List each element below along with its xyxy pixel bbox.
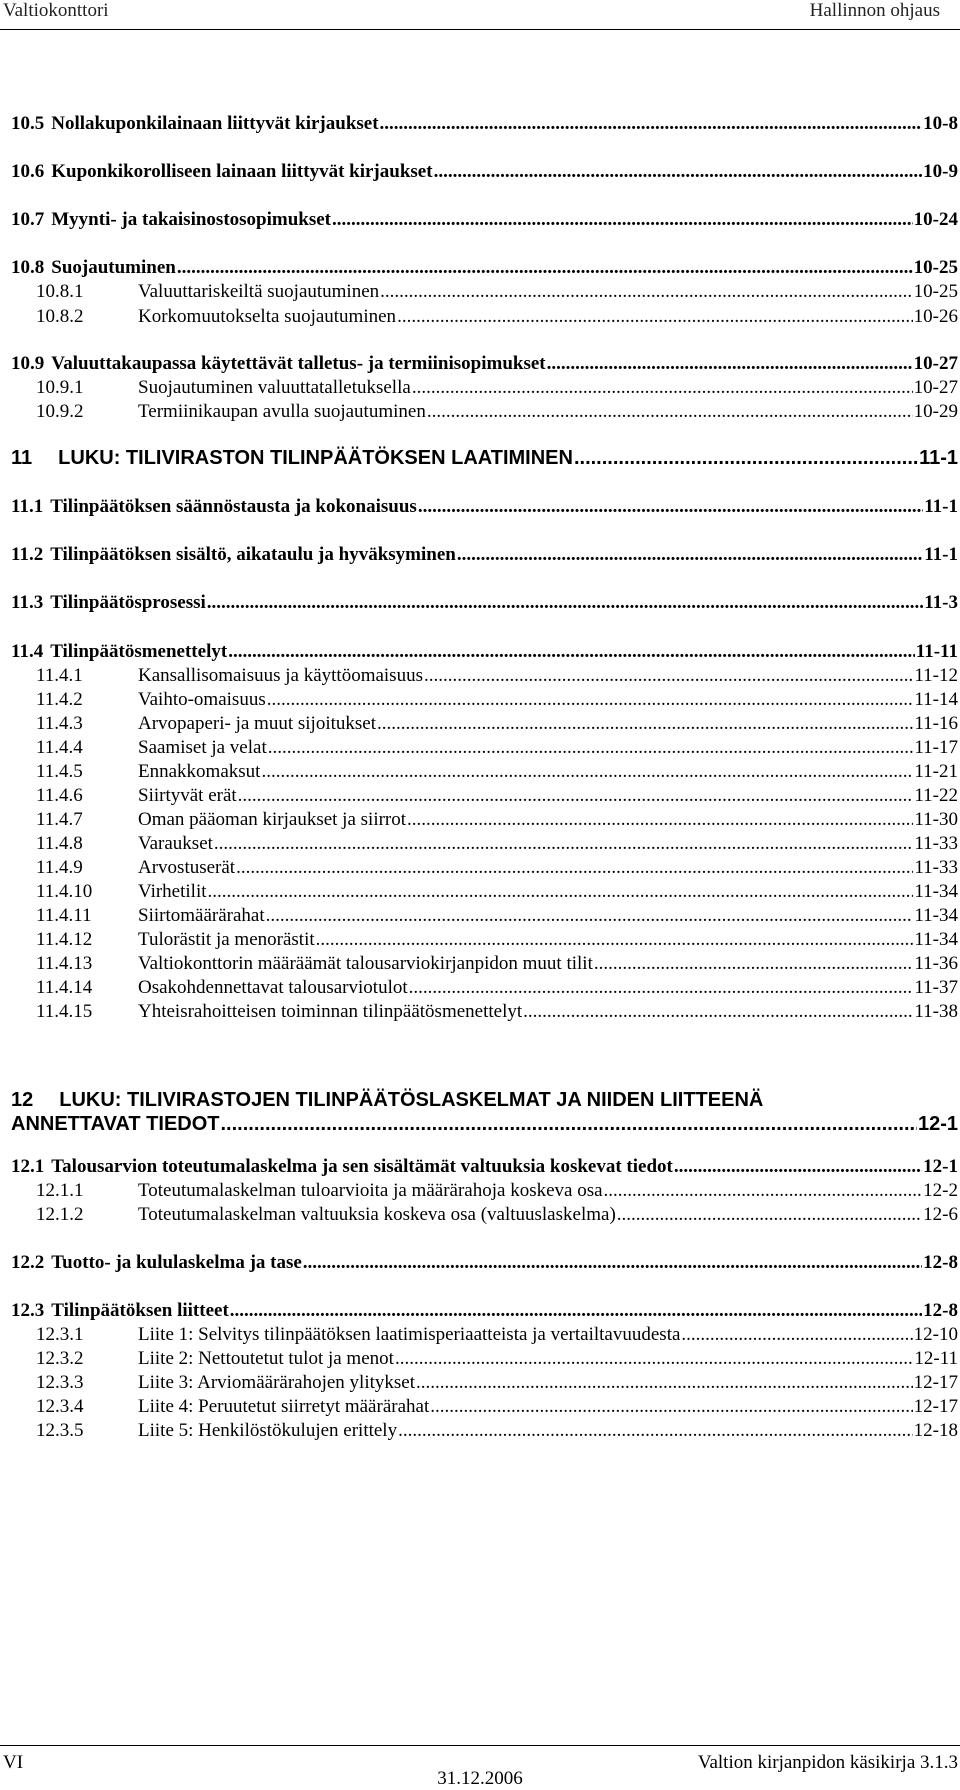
toc-entry[interactable] (11, 1251, 958, 1275)
toc-leader-dots (424, 664, 913, 688)
toc-chapter-12-title-line2: ANNETTAVAT TIEDOT (11, 1113, 220, 1135)
toc-entry-title: Valuuttakaupassa käytettävät talletus- ja termiinisopimukset (51, 353, 546, 374)
toc-entry-title: Liite 4: Peruutetut siirretyt määrärahat (138, 1396, 430, 1417)
toc-entry[interactable] (11, 160, 958, 184)
toc-entry-page: 11-16 (914, 713, 958, 734)
toc-leader-dots (380, 280, 913, 304)
toc-entry-title: LUKU: TILIVIRASTON TILINPÄÄTÖKSEN LAATIMINEN (58, 447, 573, 469)
toc-entry-number: 12.2 (11, 1252, 45, 1273)
toc-entry[interactable] (11, 112, 958, 136)
toc-entry-title: Valuuttariskeiltä suojautuminen (138, 281, 380, 302)
toc-chapter-12[interactable] (11, 1088, 958, 1112)
toc-entry-title: Liite 3: Arviomäärärahojen ylitykset (138, 1372, 416, 1393)
toc-leader-dots (594, 952, 914, 976)
toc-entry-title: Toteutumalaskelman tuloarvioita ja määrärahoja koskeva osa (138, 1180, 603, 1201)
toc-entry-number: 11.3 (11, 592, 44, 613)
toc-chapter-12-number: 12 (11, 1089, 34, 1111)
toc-entry-number: 10.6 (11, 161, 45, 182)
toc-entry[interactable] (11, 591, 958, 615)
toc-entry[interactable] (11, 543, 958, 567)
toc-leader-dots (430, 1395, 912, 1419)
toc-entry-number: 11.4.13 (36, 953, 93, 974)
toc-entry-number: 12.3.2 (36, 1348, 84, 1369)
toc-entry-number: 10.8 (11, 257, 45, 278)
toc-leader-dots (407, 808, 913, 832)
toc-entry-page: 11-34 (914, 881, 958, 902)
toc-entry[interactable] (36, 376, 958, 400)
toc-entry[interactable] (36, 1395, 958, 1419)
toc-entry[interactable] (11, 640, 958, 664)
toc-entry-page: 10-27 (913, 377, 958, 398)
toc-entry-number: 11.4.9 (36, 857, 83, 878)
toc-entry[interactable] (36, 664, 958, 688)
toc-entry-number: 11.4.15 (36, 1001, 93, 1022)
toc-entry-title: Kuponkikorolliseen lainaan liittyvät kirjaukset (51, 161, 433, 182)
toc-entry-page: 12-1 (923, 1156, 958, 1177)
toc-entry-title: Toteutumalaskelman valtuuksia koskeva osa (valtuuslaskelma) (138, 1204, 616, 1225)
toc-leader-dots (418, 495, 923, 519)
toc-leader-dots (177, 256, 913, 280)
toc-entry-number: 11.4.1 (36, 665, 83, 686)
toc-entry-page: 10-24 (913, 209, 958, 230)
toc-entry[interactable] (36, 1323, 958, 1347)
toc-entry-title: Termiinikaupan avulla suojautuminen (138, 401, 426, 422)
toc-entry-title: Kansallisomaisuus ja käyttöomaisuus (138, 665, 423, 686)
toc-entry-page: 11-22 (914, 785, 958, 806)
toc-entry-page: 10-29 (913, 401, 958, 422)
toc-leader-dots (574, 446, 918, 470)
toc-entry[interactable] (36, 712, 958, 736)
toc-entry[interactable] (11, 208, 958, 232)
toc-entry-title: Korkomuutokselta suojautuminen (138, 306, 397, 327)
toc-entry-title: Liite 1: Selvitys tilinpäätöksen laatimisperiaatteista ja vertailtavuudesta (138, 1324, 681, 1345)
toc-entry[interactable] (11, 1155, 958, 1179)
toc-entry-number: 11.4.2 (36, 689, 83, 710)
toc-entry[interactable] (36, 832, 958, 856)
toc-entry[interactable] (11, 1299, 958, 1323)
toc-entry[interactable] (36, 856, 958, 880)
toc-leader-dots (377, 712, 913, 736)
toc-entry[interactable] (11, 446, 958, 470)
toc-entry-title: Osakohdennettavat talousarviotulot (138, 977, 408, 998)
toc-entry-title: Liite 5: Henkilöstökulujen erittely (138, 1420, 398, 1441)
toc-entry[interactable] (36, 305, 958, 329)
toc-entry-title: Tilinpäätösprosessi (50, 592, 206, 613)
toc-entry[interactable] (36, 976, 958, 1000)
toc-entry-title: Tilinpäätöksen sisältö, aikataulu ja hyväksyminen (50, 544, 456, 565)
footer-page-number: VI (3, 1752, 24, 1773)
toc-entry-number: 11.4.4 (36, 737, 83, 758)
toc-entry-title: Ennakkomaksut (138, 761, 261, 782)
toc-entry[interactable] (36, 1419, 958, 1443)
toc-leader-dots (303, 1251, 922, 1275)
toc-entry-number: 10.7 (11, 209, 45, 230)
toc-entry-number: 11.4.12 (36, 929, 93, 950)
toc-entry-number: 11.4.6 (36, 785, 83, 806)
toc-entry-page: 11-21 (914, 761, 958, 782)
page-footer (0, 1745, 960, 1788)
toc-entry-number: 12.1.2 (36, 1204, 84, 1225)
toc-entry[interactable] (36, 1371, 958, 1395)
toc-leader-dots (398, 1419, 913, 1443)
toc-leader-dots (332, 208, 913, 232)
toc-entry-title: Oman pääoman kirjaukset ja siirrot (138, 809, 407, 830)
toc-leader-dots (266, 904, 914, 928)
toc-leader-dots (230, 1299, 922, 1323)
toc-entry-title: Varaukset (138, 833, 213, 854)
toc-entry[interactable] (36, 808, 958, 832)
toc-entry-title: Talousarvion toteutumalaskelma ja sen sisältämät valtuuksia koskevat tiedot (51, 1156, 673, 1177)
toc-entry-number: 11.4.7 (36, 809, 83, 830)
toc-entry[interactable] (36, 688, 958, 712)
toc-entry-title: Arvostuserät (138, 857, 236, 878)
toc-entry-title: Suojautuminen valuuttatalletuksella (138, 377, 411, 398)
toc-entry-page: 11-12 (914, 665, 958, 686)
toc-entry-number: 12.3 (11, 1300, 45, 1321)
toc-entry-page: 10-8 (923, 113, 958, 134)
footer-date: 31.12.2006 (437, 1768, 523, 1789)
toc-entry[interactable] (11, 256, 958, 280)
toc-entry-number: 10.9.1 (36, 377, 84, 398)
toc-leader-dots (208, 880, 914, 904)
toc-entry[interactable] (36, 1000, 958, 1024)
toc-leader-dots (380, 112, 923, 136)
toc-entry-page: 11-11 (915, 641, 958, 662)
toc-entry-page: 11-14 (914, 689, 958, 710)
toc-entry-title: Nollakuponkilainaan liittyvät kirjaukset (51, 113, 379, 134)
toc-entry-page: 12-18 (913, 1420, 958, 1441)
toc-entry-title: Vaihto-omaisuus (138, 689, 266, 710)
toc-entry-title: Myynti- ja takaisinostosopimukset (51, 209, 331, 230)
toc-entry[interactable] (36, 1347, 958, 1371)
toc-entry-title: Tilinpäätösmenettelyt (50, 641, 228, 662)
toc-entry-number: 11.4.14 (36, 977, 93, 998)
toc-leader-dots (397, 305, 913, 329)
toc-entry-page: 12-17 (913, 1396, 958, 1417)
toc-entry-page: 11-33 (914, 833, 958, 854)
toc-entry[interactable] (36, 400, 958, 424)
toc-entry[interactable] (36, 952, 958, 976)
toc-entry-page: 11-1 (924, 496, 958, 517)
toc-entry-title: Siirtomäärärahat (138, 905, 265, 926)
toc-entry[interactable] (36, 928, 958, 952)
toc-entry-title: Arvopaperi- ja muut sijoitukset (138, 713, 376, 734)
toc-entry-number: 12.3.1 (36, 1324, 84, 1345)
toc-entry-page: 11-30 (914, 809, 958, 830)
toc-entry-number: 11.4.8 (36, 833, 83, 854)
toc-leader-dots (457, 543, 923, 567)
toc-leader-dots (221, 1112, 917, 1136)
toc-entry-page: 11-37 (914, 977, 958, 998)
toc-entry-number: 12.1 (11, 1156, 45, 1177)
toc-leader-dots (427, 400, 913, 424)
toc-entry-title: Tuotto- ja kululaskelma ja tase (51, 1252, 302, 1273)
toc-leader-dots (261, 760, 913, 784)
toc-entry-page: 10-9 (923, 161, 958, 182)
toc-entry-page: 12-10 (913, 1324, 958, 1345)
header-section: Hallinnon ohjaus (809, 0, 940, 21)
toc-entry-number: 10.8.1 (36, 281, 84, 302)
toc-leader-dots (416, 1371, 913, 1395)
toc-entry[interactable] (36, 784, 958, 808)
toc-entry-number: 10.8.2 (36, 306, 84, 327)
toc-leader-dots (316, 928, 914, 952)
toc-entry-number: 11.1 (11, 496, 44, 517)
toc-entry-number: 11.4 (11, 641, 44, 662)
toc-entry-page: 11-34 (914, 929, 958, 950)
toc-leader-dots (523, 1000, 913, 1024)
toc-entry-title: Saamiset ja velat (138, 737, 267, 758)
toc-entry-page: 10-26 (913, 306, 958, 327)
toc-entry-page: 12-11 (914, 1348, 958, 1369)
toc-leader-dots (434, 160, 923, 184)
toc-entry-number: 12.3.4 (36, 1396, 84, 1417)
toc-chapter-12-line2[interactable] (11, 1112, 958, 1136)
toc-entry-number: 11.4.3 (36, 713, 83, 734)
toc-entry-title: Yhteisrahoitteisen toiminnan tilinpäätösmenettelyt (138, 1001, 523, 1022)
toc-leader-dots (617, 1203, 922, 1227)
toc-leader-dots (268, 736, 914, 760)
toc-entry-number: 10.9 (11, 353, 45, 374)
toc-entry-title: Liite 2: Nettoutetut tulot ja menot (138, 1348, 394, 1369)
toc-chapter-12-title-line1: LUKU: TILIVIRASTOJEN TILINPÄÄTÖSLASKELMAT JA NIIDEN LIITTEENÄ (59, 1089, 764, 1111)
toc-entry-number: 11 (11, 447, 33, 469)
toc-entry[interactable] (36, 1179, 958, 1203)
toc-entry-number: 10.5 (11, 113, 45, 134)
toc-entry-page: 11-17 (914, 737, 958, 758)
toc-entry[interactable] (36, 760, 958, 784)
toc-entry-title: Tulorästit ja menorästit (138, 929, 315, 950)
toc-entry-number: 12.3.3 (36, 1372, 84, 1393)
toc-entry-page: 11-3 (924, 592, 958, 613)
toc-entry[interactable] (11, 352, 958, 376)
toc-leader-dots (604, 1179, 923, 1203)
toc-entry[interactable] (11, 495, 958, 519)
toc-entry-page: 10-25 (913, 257, 958, 278)
toc-entry-page: 10-25 (913, 281, 958, 302)
toc-leader-dots (207, 591, 923, 615)
header-organization: Valtiokonttori (3, 0, 109, 21)
toc-entry-number: 11.4.5 (36, 761, 83, 782)
toc-entry-number: 11.4.11 (36, 905, 92, 926)
toc-entry-page: 10-27 (913, 353, 958, 374)
toc-entry-page: 12-6 (923, 1204, 958, 1225)
toc-entry-page: 11-36 (914, 953, 958, 974)
toc-entry-number: 12.3.5 (36, 1420, 84, 1441)
toc-entry-title: Tilinpäätöksen säännöstausta ja kokonaisuus (50, 496, 417, 517)
toc-entry-number: 11.2 (11, 544, 44, 565)
toc-entry-page: 12-8 (923, 1252, 958, 1273)
toc-entry-title: Virhetilit (138, 881, 207, 902)
toc-leader-dots (238, 784, 914, 808)
toc-entry-page: 12-17 (913, 1372, 958, 1393)
toc-entry-page: 12-8 (923, 1300, 958, 1321)
page-header (0, 0, 960, 30)
toc-entry-number: 10.9.2 (36, 401, 84, 422)
toc-leader-dots (412, 376, 913, 400)
toc-entry-page: 11-38 (914, 1001, 958, 1022)
toc-leader-dots (409, 976, 914, 1000)
toc-leader-dots (236, 856, 913, 880)
toc-leader-dots (214, 832, 913, 856)
toc-entry-page: 11-34 (914, 905, 958, 926)
toc-chapter-12-page: 12-1 (917, 1113, 958, 1135)
toc-leader-dots (547, 352, 913, 376)
toc-entry-page: 11-1 (919, 447, 958, 469)
toc-entry-title: Siirtyvät erät (138, 785, 237, 806)
toc-leader-dots (267, 688, 914, 712)
toc-entry-title: Tilinpäätöksen liitteet (51, 1300, 229, 1321)
toc-leader-dots (395, 1347, 913, 1371)
toc-leader-dots (228, 640, 915, 664)
toc-entry[interactable] (36, 280, 958, 304)
toc-entry-page: 12-2 (923, 1180, 958, 1201)
toc-entry-number: 11.4.10 (36, 881, 93, 902)
toc-entry-number: 12.1.1 (36, 1180, 84, 1201)
toc-entry[interactable] (36, 1203, 958, 1227)
toc-entry[interactable] (36, 736, 958, 760)
footer-publication: Valtion kirjanpidon käsikirja 3.1.3 (697, 1752, 958, 1773)
toc-entry-title: Valtiokonttorin määräämät talousarviokirjanpidon muut tilit (138, 953, 593, 974)
toc-leader-dots (681, 1323, 912, 1347)
toc-entry-page: 11-1 (924, 544, 958, 565)
toc-entry-page: 11-33 (914, 857, 958, 878)
toc-leader-dots (674, 1155, 922, 1179)
toc-entry[interactable] (36, 904, 958, 928)
toc-entry-title: Suojautuminen (51, 257, 176, 278)
toc-entry[interactable] (36, 880, 958, 904)
